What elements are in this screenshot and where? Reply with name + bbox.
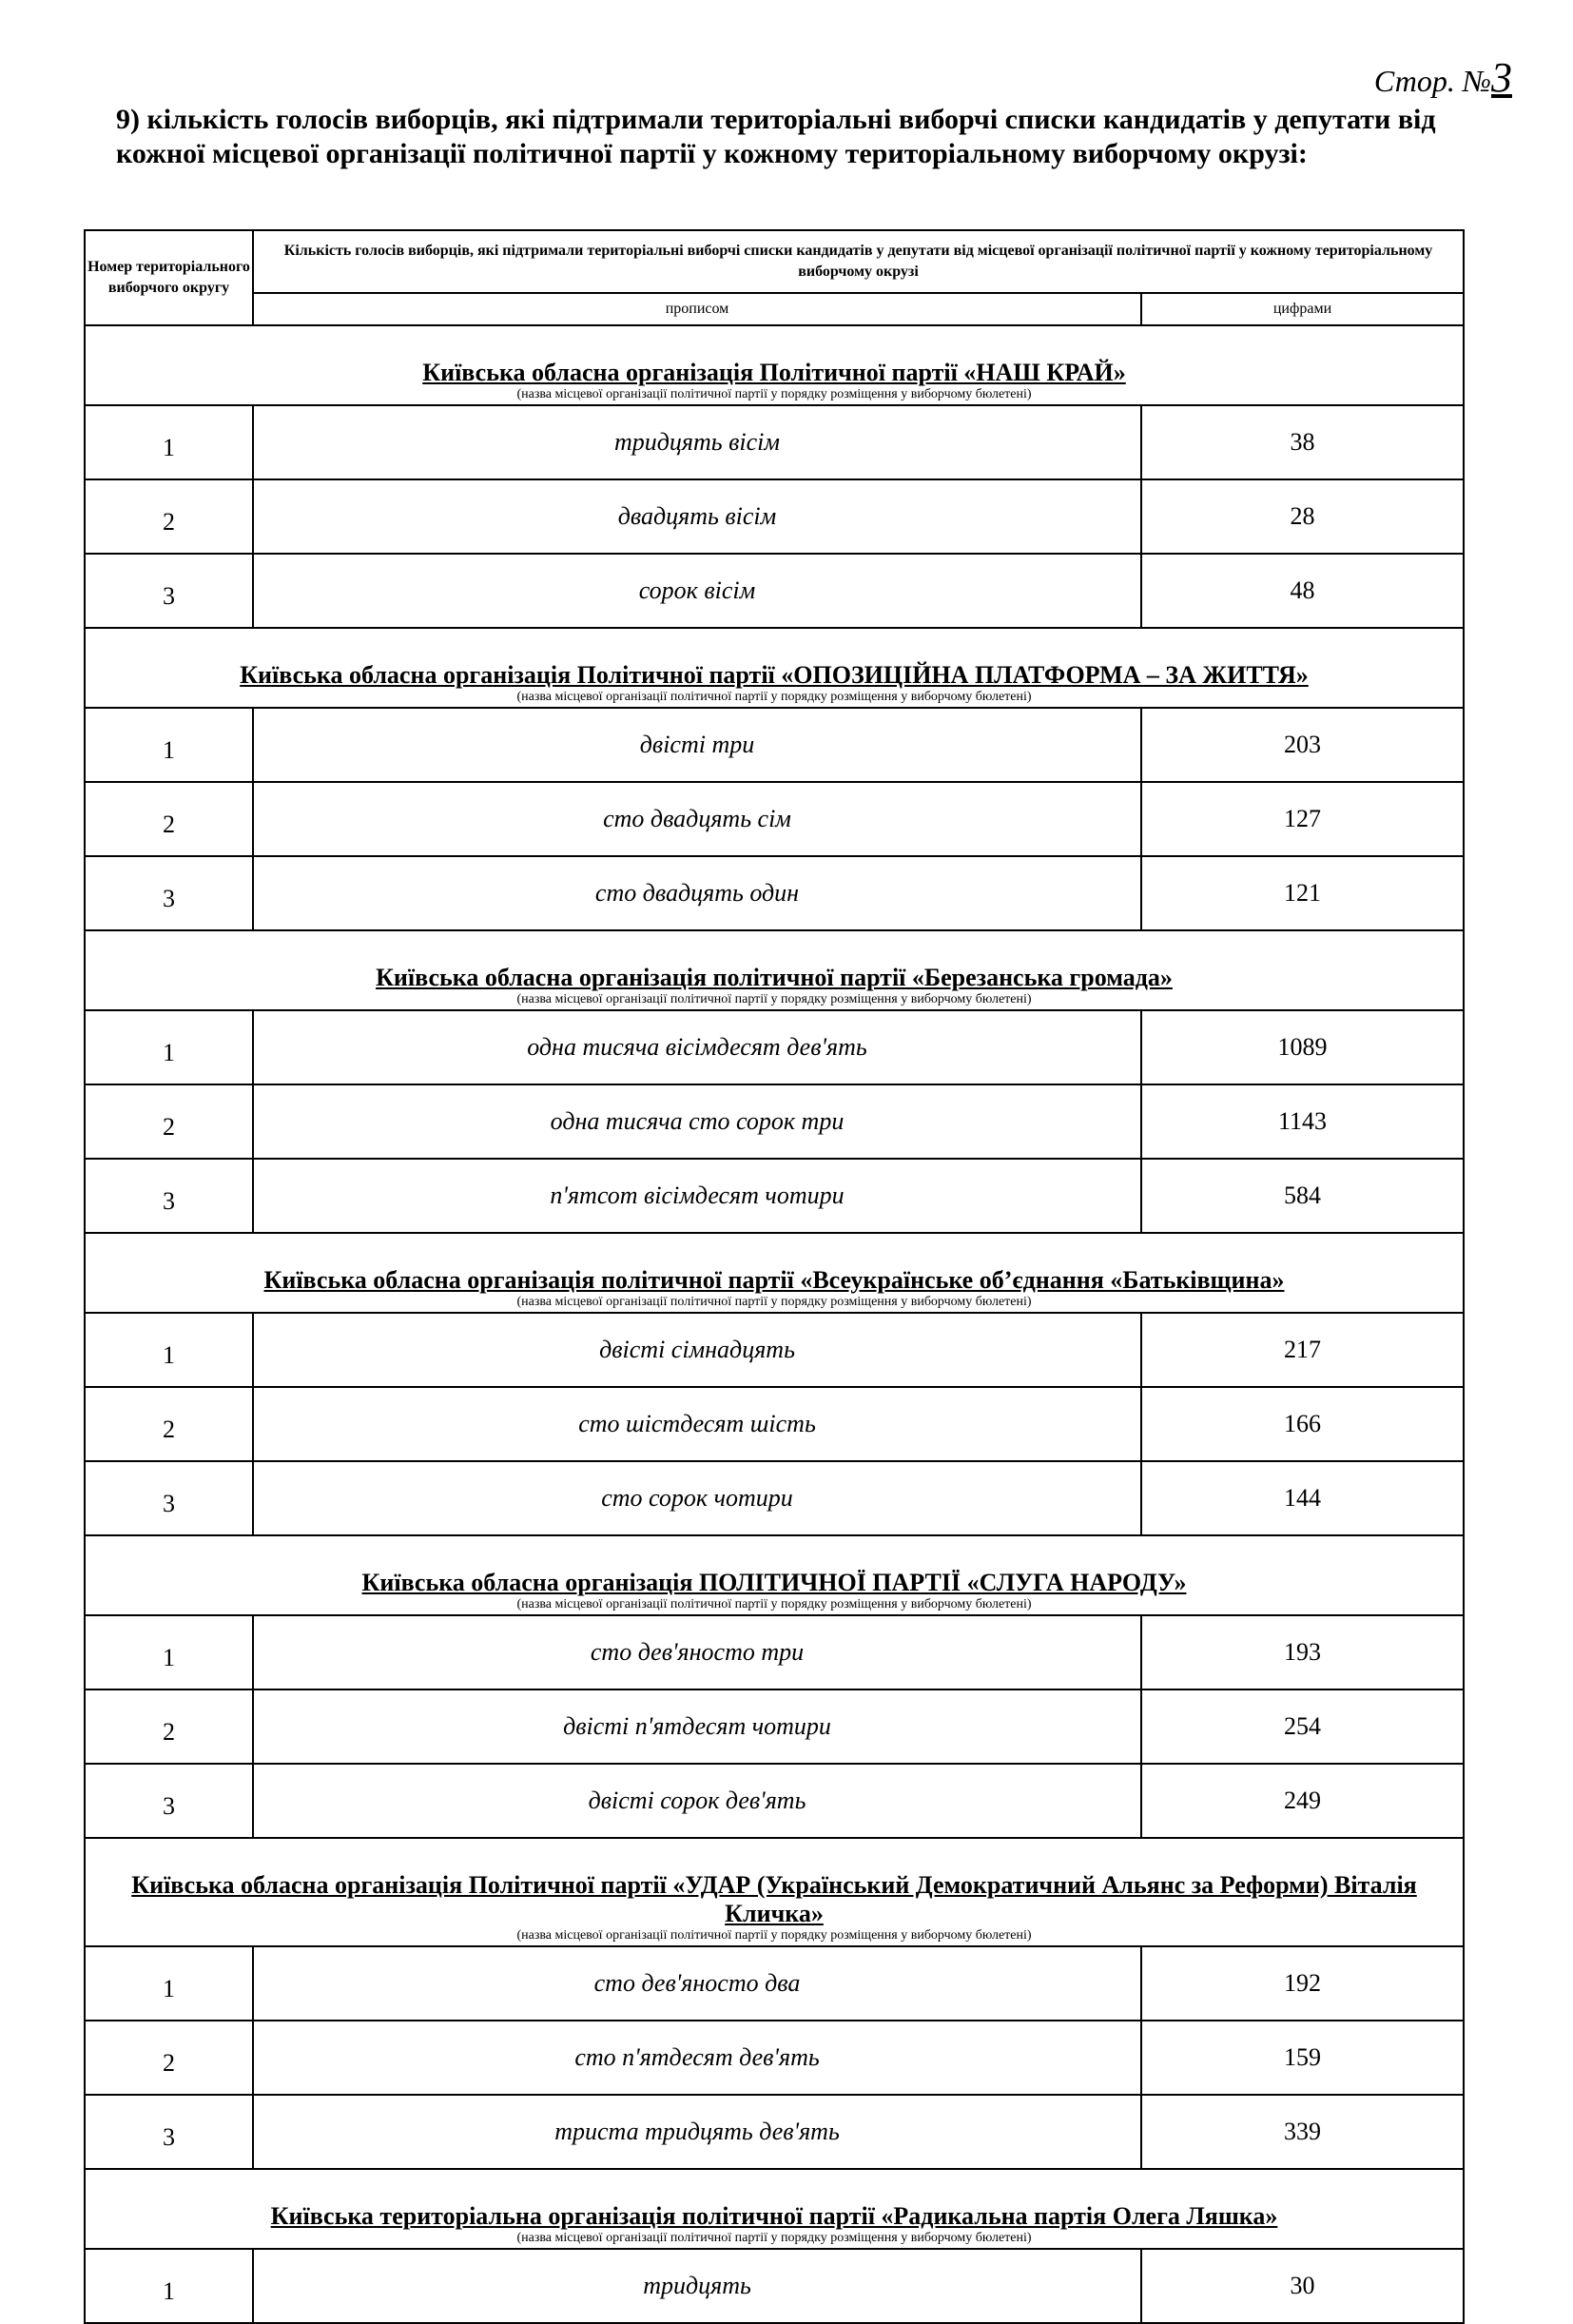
table-row (85, 1313, 1464, 1387)
results-body (85, 325, 1464, 2323)
district-number: 3 (85, 856, 253, 930)
votes-in-words: сто дев'яносто три (253, 1615, 1141, 1689)
table-row (85, 1615, 1464, 1689)
section-heading: 9) кількість голосів виборців, які підтримали територіальні виборчі списки кандидатів у депутати від кожної місцевої організації політичної партії у кожному територіальному виборчому окрузі: (116, 104, 1436, 169)
table-row (85, 1387, 1464, 1461)
col-digits-header: цифрами (1141, 293, 1464, 325)
votes-in-words: двісті сімнадцять (253, 1313, 1141, 1387)
table-row (85, 554, 1464, 628)
party-cell (85, 2169, 1464, 2249)
votes-in-words: сто п'ятдесят дев'ять (253, 2021, 1141, 2095)
district-number: 2 (85, 782, 253, 856)
party-note: (назва місцевої організації політичної партії у порядку розміщення у виборчому бюлетені) (516, 2231, 1032, 2245)
table-row (85, 1689, 1464, 1764)
votes-in-digits: 30 (1141, 2249, 1464, 2323)
party-name: Київська обласна організація політичної партії «Всеукраїнське об’єднання «Батьківщина» (263, 1266, 1285, 1294)
party-row (85, 930, 1464, 1010)
votes-in-words: одна тисяча сто сорок три (253, 1084, 1141, 1159)
col-votes-header: Кількість голосів виборців, які підтримали територіальні виборчі списки кандидатів у депутати від місцевої організації політичної партії у кожному територіальному виборчому окрузі (253, 230, 1464, 293)
party-cell (85, 628, 1464, 708)
table-row (85, 1946, 1464, 2021)
votes-in-digits: 144 (1141, 1461, 1464, 1535)
votes-in-digits: 192 (1141, 1946, 1464, 2021)
votes-in-digits: 1089 (1141, 1010, 1464, 1084)
party-name: Київська територіальна організація політичної партії «Радикальна партія Олега Ляшка» (270, 2202, 1278, 2230)
district-number: 1 (85, 1010, 253, 1084)
district-number: 1 (85, 405, 253, 479)
party-cell (85, 1535, 1464, 1615)
votes-in-digits: 249 (1141, 1764, 1464, 1838)
party-name: Київська обласна організація Політичної партії «ОПОЗИЦІЙНА ПЛАТФОРМА – ЗА ЖИТТЯ» (240, 661, 1309, 689)
page-number-label: Стор. № (1373, 64, 1491, 98)
party-cell (85, 1233, 1464, 1313)
votes-in-words: сто двадцять сім (253, 782, 1141, 856)
table-row (85, 1084, 1464, 1159)
party-note: (назва місцевої організації політичної партії у порядку розміщення у виборчому бюлетені) (516, 1597, 1032, 1611)
votes-in-digits: 217 (1141, 1313, 1464, 1387)
party-cell (85, 325, 1464, 405)
table-row (85, 1764, 1464, 1838)
party-row (85, 1838, 1464, 1946)
party-note: (назва місцевої організації політичної партії у порядку розміщення у виборчому бюлетені) (516, 1928, 1032, 1943)
district-number: 1 (85, 1946, 253, 2021)
table-row (85, 1159, 1464, 1233)
votes-in-words: сто двадцять один (253, 856, 1141, 930)
district-number: 2 (85, 2021, 253, 2095)
votes-in-digits: 1143 (1141, 1084, 1464, 1159)
results-table (84, 229, 1465, 2324)
district-number: 3 (85, 554, 253, 628)
table-row (85, 1461, 1464, 1535)
col-district-header: Номер територіального виборчого округу (85, 230, 253, 325)
party-note: (назва місцевої організації політичної партії у порядку розміщення у виборчому бюлетені) (516, 1295, 1032, 1309)
votes-in-words: сто дев'яносто два (253, 1946, 1141, 2021)
votes-in-digits: 203 (1141, 708, 1464, 782)
district-number: 2 (85, 1689, 253, 1764)
party-row (85, 1535, 1464, 1615)
page-number-value: 3 (1491, 54, 1512, 101)
party-name: Київська обласна організація Політичної партії «УДАР (Український Демократичний Альянс за Реформи) Віталія Кличка» (131, 1871, 1417, 1927)
votes-in-digits: 339 (1141, 2095, 1464, 2169)
votes-in-words: сорок вісім (253, 554, 1141, 628)
party-name: Київська обласна організація політичної партії «Березанська громада» (376, 964, 1173, 991)
table-row (85, 1010, 1464, 1084)
votes-in-words: сто сорок чотири (253, 1461, 1141, 1535)
votes-in-digits: 28 (1141, 479, 1464, 554)
party-name: Київська обласна організація Політичної партії «НАШ КРАЙ» (422, 359, 1126, 386)
votes-in-digits: 254 (1141, 1689, 1464, 1764)
district-number: 1 (85, 1313, 253, 1387)
votes-in-digits: 193 (1141, 1615, 1464, 1689)
table-row (85, 479, 1464, 554)
votes-in-digits: 159 (1141, 2021, 1464, 2095)
votes-in-words: двісті три (253, 708, 1141, 782)
votes-in-digits: 38 (1141, 405, 1464, 479)
votes-in-words: двісті сорок дев'ять (253, 1764, 1141, 1838)
district-number: 3 (85, 2095, 253, 2169)
votes-in-digits: 48 (1141, 554, 1464, 628)
party-note: (назва місцевої організації політичної партії у порядку розміщення у виборчому бюлетені) (516, 992, 1032, 1006)
party-note: (назва місцевої організації політичної партії у порядку розміщення у виборчому бюлетені) (516, 690, 1032, 704)
party-row (85, 325, 1464, 405)
votes-in-words: сто шістдесят шість (253, 1387, 1141, 1461)
party-name: Київська обласна організація ПОЛІТИЧНОЇ ПАРТІЇ «СЛУГА НАРОДУ» (361, 1569, 1187, 1596)
party-cell (85, 1838, 1464, 1946)
district-number: 3 (85, 1159, 253, 1233)
district-number: 1 (85, 2249, 253, 2323)
votes-in-digits: 127 (1141, 782, 1464, 856)
table-row (85, 2249, 1464, 2323)
party-row (85, 628, 1464, 708)
table-row (85, 856, 1464, 930)
district-number: 3 (85, 1461, 253, 1535)
table-row (85, 405, 1464, 479)
votes-in-words: одна тисяча вісімдесят дев'ять (253, 1010, 1141, 1084)
party-row (85, 1233, 1464, 1313)
votes-in-words: тридцять (253, 2249, 1141, 2323)
votes-in-words: тридцять вісім (253, 405, 1141, 479)
votes-in-digits: 166 (1141, 1387, 1464, 1461)
district-number: 2 (85, 479, 253, 554)
district-number: 2 (85, 1084, 253, 1159)
party-note: (назва місцевої організації політичної партії у порядку розміщення у виборчому бюлетені) (516, 387, 1032, 401)
votes-in-words: двісті п'ятдесят чотири (253, 1689, 1141, 1764)
col-words-header: прописом (253, 293, 1141, 325)
table-row (85, 2021, 1464, 2095)
party-cell (85, 930, 1464, 1010)
votes-in-digits: 584 (1141, 1159, 1464, 1233)
district-number: 3 (85, 1764, 253, 1838)
party-row (85, 2169, 1464, 2249)
votes-in-digits: 121 (1141, 856, 1464, 930)
votes-in-words: двадцять вісім (253, 479, 1141, 554)
table-row (85, 708, 1464, 782)
page-number (1374, 53, 1512, 102)
district-number: 1 (85, 1615, 253, 1689)
table-row (85, 782, 1464, 856)
district-number: 2 (85, 1387, 253, 1461)
table-row (85, 2095, 1464, 2169)
votes-in-words: п'ятсот вісімдесят чотири (253, 1159, 1141, 1233)
district-number: 1 (85, 708, 253, 782)
votes-in-words: триста тридцять дев'ять (253, 2095, 1141, 2169)
